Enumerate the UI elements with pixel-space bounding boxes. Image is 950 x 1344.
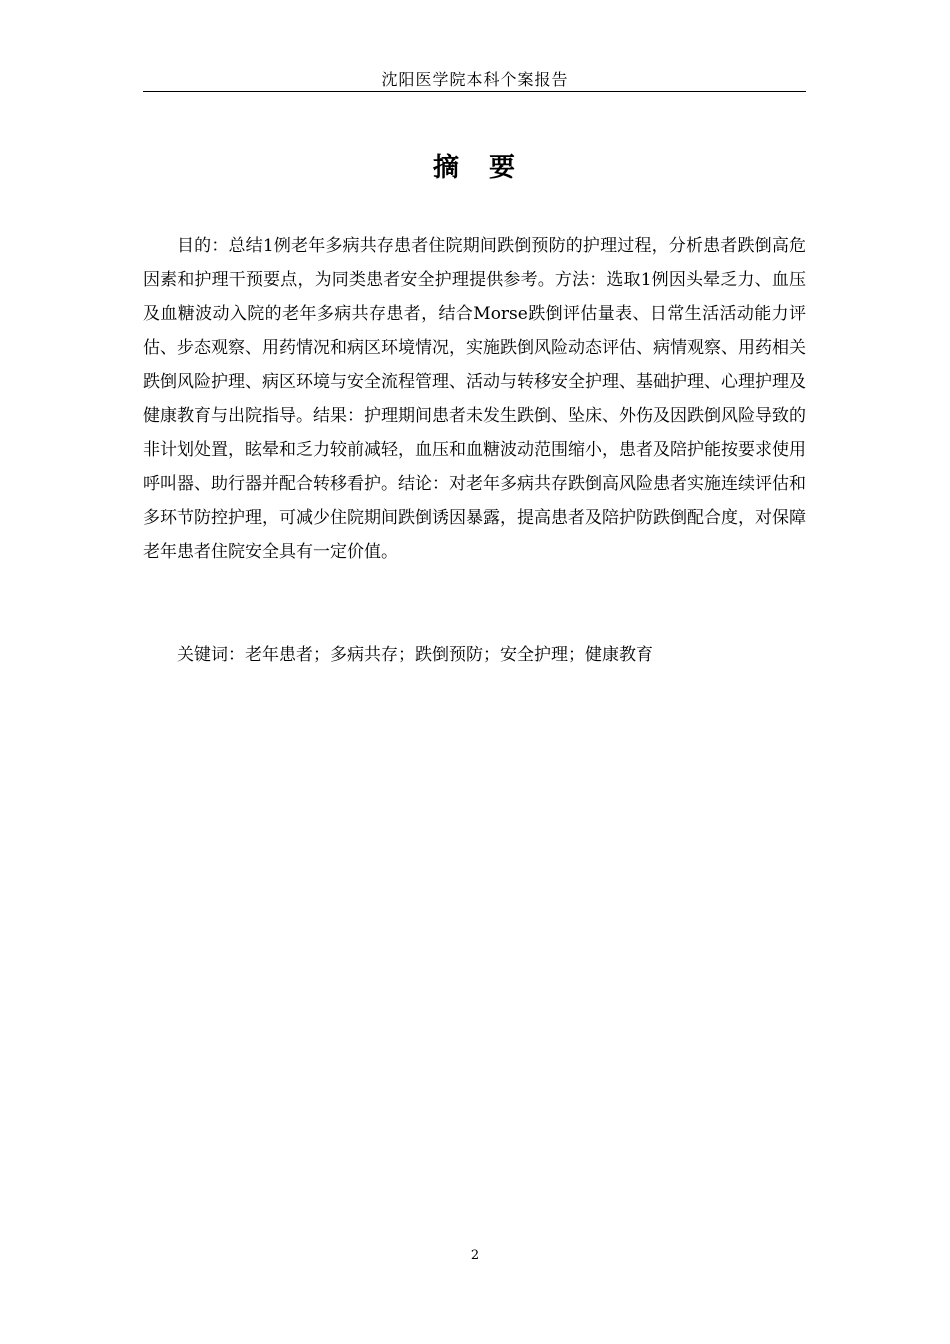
- running-header: 沈阳医学院本科个案报告: [381, 70, 569, 89]
- page-title-char-2: 要: [489, 153, 518, 183]
- header-rule: [143, 91, 806, 92]
- abstract-text: 总结1例老年多病共存患者住院期间跌倒预防的护理过程，分析患者跌倒高危因素和护理干预要点，为同类患者安全护理提供参考。方法：选取1例因头晕乏力、血压及血糖波动入院的老年多病共存患者，结合Morse跌倒评估量表、日常生活活动能力评估、步态观察、用药情况和病区环境情况，实施跌倒风险动态评估、病情观察、用药相关跌倒风险护理、病区环境与安全流程管理、活动与转移安全护理、基础护理、心理护理及健康教育与出院指导。结果：护理期间患者未发生跌倒、坠床、外伤及因跌倒风险导致的非计划处置，眩晕和乏力较前减轻，血压和血糖波动范围缩小，患者及陪护能按要求使用呼叫器、助行器并配合转移看护。结论：对老年多病共存跌倒高风险患者实施连续评估和多环节防控护理，可减少住院期间跌倒诱因暴露，提高患者及陪护防跌倒配合度，对保障老年患者住院安全具有一定价值。: [143, 236, 806, 562]
- keywords-label: 关键词：: [177, 645, 245, 665]
- keywords-text: 老年患者；多病共存；跌倒预防；安全护理；健康教育: [245, 645, 653, 665]
- page-number: 2: [470, 1248, 480, 1263]
- abstract-label: 目的：: [177, 236, 229, 256]
- page-title: [0, 150, 950, 186]
- abstract-paragraph: [143, 229, 806, 569]
- page-title-char-1: 摘: [432, 153, 461, 183]
- keywords-paragraph: [143, 638, 806, 672]
